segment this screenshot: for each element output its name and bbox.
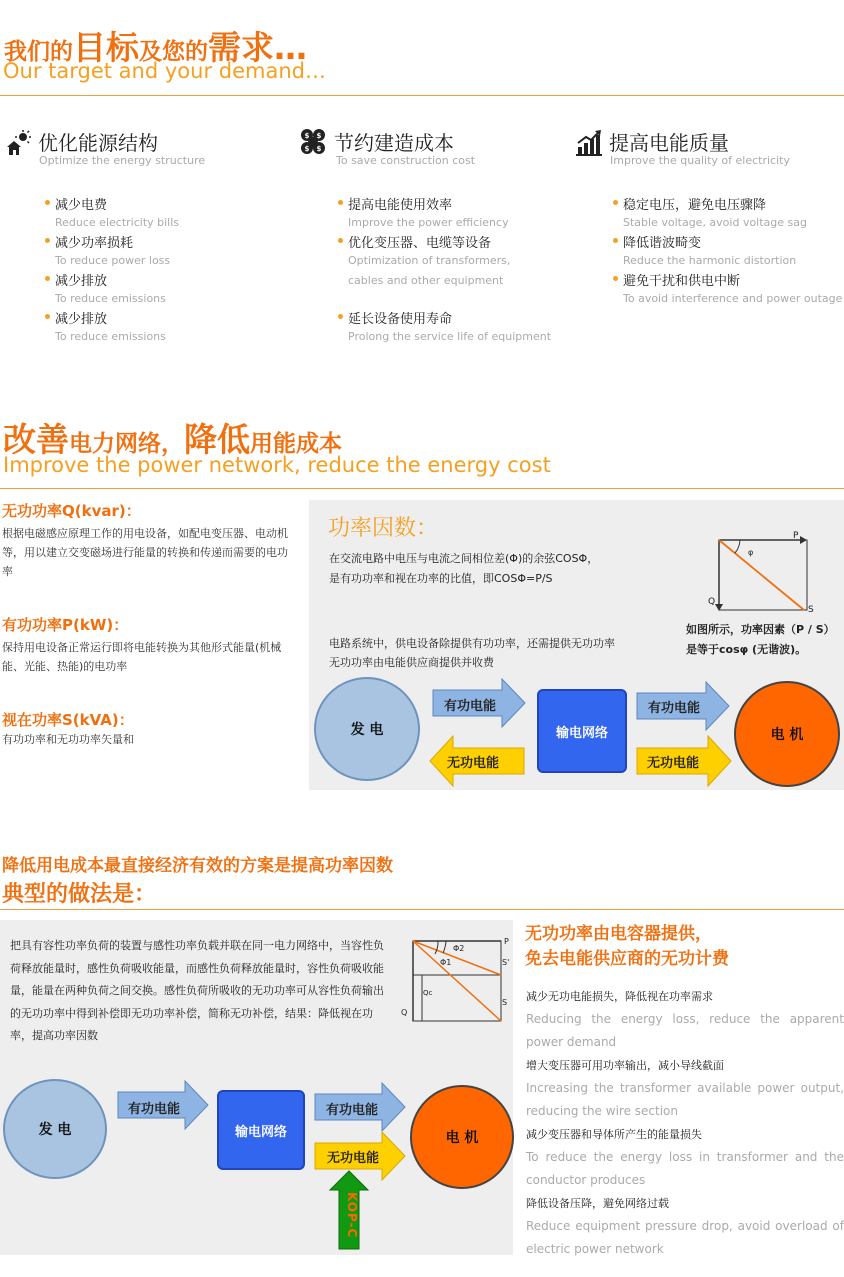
benefit-cn: 减少变压器和导体所产生的能量损失 bbox=[526, 1128, 702, 1141]
coins-icon bbox=[299, 128, 327, 156]
compensation-paragraph: 把具有容性功率负荷的装置与感性功率负载并联在同一电力网络中，当容性负荷释放能量时，感性负荷吸收能量，而感性负荷释放能量时，容性负荷吸收能量，能量在两种负荷之间交换。感性负荷所吸收的无功功率可从容性负荷输出的无功功率中得到补偿即无功功率补偿，简称无功补偿，结果：降低视在功率，提高功率因数 bbox=[10, 939, 384, 1042]
list-item: 避免干扰和供电中断 To avoid interference and power outage bbox=[623, 270, 842, 307]
list-item: 减少排放 To reduce emissions bbox=[55, 308, 166, 345]
grid-node: 输电网络 bbox=[537, 689, 627, 773]
divider bbox=[0, 488, 844, 489]
supply-text: 电路系统中，供电设备除提供有功功率，还需提供无功功率 无功功率由电能供应商提供并收费 bbox=[329, 637, 615, 669]
benefit-en: To reduce the energy loss in transformer and the conductor produces bbox=[526, 1150, 844, 1187]
list-item: 提高电能使用效率 Improve the power efficiency bbox=[348, 194, 509, 231]
section1-title: 我们的目标及您的需求… bbox=[4, 28, 307, 67]
right-title: 无功功率由电容器提供， 免去电能供应商的无功计费 bbox=[525, 924, 729, 969]
active-power-label: 有功电能 bbox=[128, 1102, 181, 1117]
column-title: 提高电能质量 bbox=[609, 131, 729, 155]
column-subtitle: Improve the quality of electricity bbox=[610, 154, 790, 167]
compensation-triangle-diagram bbox=[398, 935, 513, 1027]
divider bbox=[0, 95, 844, 96]
generation-node: 发 电 bbox=[3, 1079, 107, 1179]
bar-chart-icon bbox=[576, 130, 602, 156]
diagram-label-qc: Qc bbox=[423, 989, 433, 997]
diagram-label-p: P bbox=[793, 531, 799, 541]
svg-text:$: $ bbox=[316, 132, 322, 140]
section3-title: 降低用电成本最直接经济有效的方案是提高功率因数 bbox=[2, 856, 393, 876]
divider bbox=[0, 909, 844, 910]
diagram-label-s: S bbox=[502, 998, 508, 1007]
column-subtitle: Optimize the energy structure bbox=[39, 154, 206, 167]
benefit-list bbox=[526, 985, 844, 1261]
house-sun-icon bbox=[6, 130, 32, 156]
diagram-label-phi: φ bbox=[748, 548, 754, 557]
generation-node: 发 电 bbox=[314, 677, 420, 781]
column-subtitle: To save construction cost bbox=[336, 154, 476, 167]
list-item: 减少电费 Reduce electricity bills bbox=[55, 194, 179, 231]
section2-title: 改善电力网络，降低用能成本 bbox=[3, 420, 342, 459]
active-power-label: 有功电能 bbox=[326, 1103, 379, 1118]
diagram-label-q: Q bbox=[401, 1008, 408, 1017]
benefit-cn: 降低设备压降，避免网络过载 bbox=[526, 1197, 669, 1210]
definition-active: 有功功率P(kW)： 保持用电设备正常运行即将电能转换为其他形式能量(机械能、光能、热能)的电功率 bbox=[2, 616, 282, 673]
definition-reactive: 无功功率Q(kvar)： 根据电磁感应原理工作的用电设备，如配电变压器、电动机等，用以建立交变磁场进行能量的转换和传递而需要的电功率 bbox=[2, 502, 288, 578]
list-item: 减少功率损耗 To reduce power loss bbox=[55, 232, 170, 269]
diagram-label-s2: S' bbox=[502, 958, 510, 967]
list-item: 优化变压器、电缆等设备 Optimization of transformers, cables and other equipment bbox=[348, 232, 510, 289]
list-item: 延长设备使用寿命 Prolong the service life of equipment bbox=[348, 308, 551, 345]
motor-node: 电 机 bbox=[734, 681, 840, 787]
svg-text:$: $ bbox=[316, 145, 322, 153]
benefit-en: Reducing the energy loss, reduce the apparent power demand bbox=[526, 1012, 844, 1049]
diagram-label-s: S bbox=[808, 605, 814, 615]
column-title: 优化能源结构 bbox=[38, 131, 158, 155]
motor-node: 电 机 bbox=[410, 1085, 514, 1189]
power-triangle-diagram bbox=[700, 528, 820, 618]
benefit-cn: 减少无功电能损失，降低视在功率需求 bbox=[526, 990, 713, 1003]
power-factor-title: 功率因数： bbox=[328, 516, 439, 541]
section1-subtitle: Our target and your demand… bbox=[3, 59, 326, 83]
definition-apparent: 视在功率S(kVA)： 有功功率和无功功率矢量和 bbox=[2, 711, 134, 746]
diagram-label-phi2: Φ2 bbox=[453, 944, 465, 953]
diagram-label-phi1: Φ1 bbox=[440, 958, 452, 967]
svg-text:$: $ bbox=[304, 145, 310, 153]
list-item: 减少排放 To reduce emissions bbox=[55, 270, 166, 307]
diagram-note: 如图所示，功率因素（P / S） 是等于cosφ (无谐波)。 bbox=[686, 623, 835, 656]
section3-subtitle: 典型的做法是： bbox=[2, 882, 157, 907]
reactive-power-label: 无功电能 bbox=[647, 756, 700, 771]
device-label: KOP-C bbox=[345, 1192, 359, 1239]
active-power-label: 有功电能 bbox=[648, 701, 701, 716]
reactive-power-label: 无功电能 bbox=[327, 1151, 380, 1166]
benefit-en: Increasing the transformer available power output, reducing the wire section bbox=[526, 1081, 844, 1118]
list-item: 稳定电压，避免电压骤降 Stable voltage, avoid voltage sag bbox=[623, 194, 807, 231]
benefit-en: Reduce equipment pressure drop, avoid overload of electric power network bbox=[526, 1219, 844, 1256]
column-title: 节约建造成本 bbox=[334, 131, 454, 155]
list-item: 降低谐波畸变 Reduce the harmonic distortion bbox=[623, 232, 796, 269]
diagram-label-p: P bbox=[504, 937, 509, 946]
active-power-label: 有功电能 bbox=[444, 699, 497, 714]
benefit-cn: 增大变压器可用功率输出，减小导线截面 bbox=[526, 1059, 724, 1072]
power-factor-text: 在交流电路中电压与电流之间相位差(Φ)的余弦COSΦ， 是有功功率和视在功率的比值，即COSΦ=P/S bbox=[329, 552, 599, 585]
reactive-power-label: 无功电能 bbox=[447, 756, 500, 771]
section2-subtitle: Improve the power network, reduce the energy cost bbox=[3, 453, 551, 477]
grid-node: 输电网络 bbox=[217, 1090, 305, 1170]
svg-text:$: $ bbox=[304, 132, 310, 140]
diagram-label-q: Q bbox=[708, 597, 716, 607]
